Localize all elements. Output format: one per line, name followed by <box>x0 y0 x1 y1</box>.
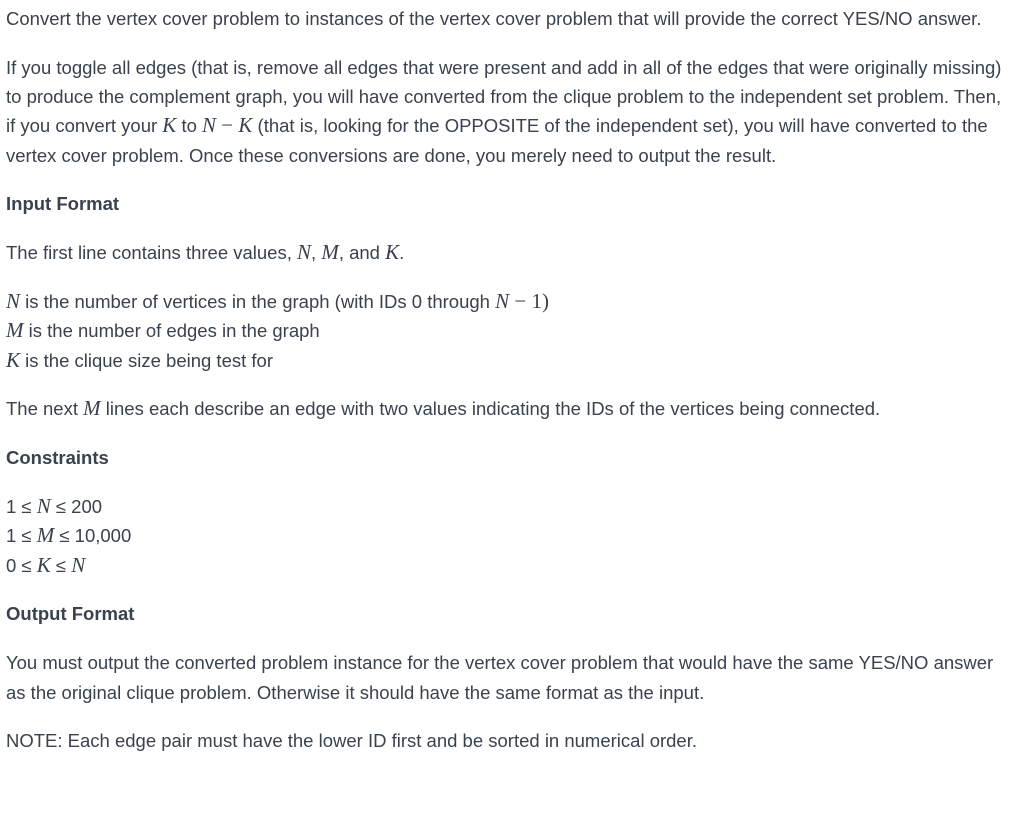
constraint-text: ≤ <box>50 554 72 576</box>
var-n: N <box>6 289 21 314</box>
constraint-n <box>6 492 1002 521</box>
constraints-heading: Constraints <box>6 447 109 469</box>
constraints-list <box>6 492 1002 580</box>
explanation-text: to <box>176 115 203 137</box>
var-k: K <box>162 113 177 138</box>
input-format-heading: Input Format <box>6 193 120 215</box>
m-description <box>6 316 1002 345</box>
var-m: M <box>36 523 55 548</box>
input-first-line <box>6 238 1002 267</box>
desc-text: is the number of vertices in the graph (with IDs 0 through <box>20 291 496 313</box>
var-n: N <box>297 240 312 265</box>
input-text: , <box>311 242 322 264</box>
constraint-text: ≤ 200 <box>50 496 103 518</box>
constraint-m <box>6 521 1002 550</box>
var-m: M <box>321 240 339 265</box>
intro-paragraph: Convert the vertex cover problem to instances of the vertex cover problem that will provide the correct YES/NO answer. <box>6 8 982 29</box>
input-text: The first line contains three values, <box>6 242 298 264</box>
k-description <box>6 346 1002 375</box>
var-k: K <box>36 552 51 577</box>
constraint-text: ≤ 10,000 <box>54 525 132 547</box>
var-k: K <box>385 240 400 265</box>
desc-text: − 1) <box>509 289 549 314</box>
var-n: N <box>202 113 217 138</box>
desc-text: is the number of edges in the graph <box>23 320 320 342</box>
constraint-text: 0 ≤ <box>6 554 37 576</box>
var-k: K <box>6 347 21 372</box>
minus-sign: − <box>216 113 239 138</box>
n-description <box>6 287 1002 316</box>
output-note: NOTE: Each edge pair must have the lower ID first and be sorted in numerical order. <box>6 730 697 752</box>
next-lines-description <box>6 394 1002 423</box>
var-n: N <box>495 289 510 314</box>
desc-text: lines each describe an edge with two values indicating the IDs of the vertices being connected. <box>100 398 881 420</box>
var-n: N <box>36 494 51 519</box>
var-n: N <box>71 552 86 577</box>
variable-descriptions <box>6 287 1002 375</box>
constraint-text: 1 ≤ <box>6 496 37 518</box>
desc-text: is the clique size being test for <box>20 349 273 371</box>
constraint-text: 1 ≤ <box>6 525 37 547</box>
output-format-text: You must output the converted problem instance for the vertex cover problem that would have the same YES/NO answer as the original clique problem. Otherwise it should have the same format as the input. <box>6 652 994 703</box>
var-m: M <box>83 396 101 421</box>
output-format-heading: Output Format <box>6 603 135 625</box>
var-k: K <box>238 113 253 138</box>
input-text: , and <box>338 242 386 264</box>
input-text: . <box>399 242 405 264</box>
explanation-text: (that is, looking for the OPPOSITE of the independent set), you will have converted to the vertex cover problem. Once these conversions are done, you merely need to output the result. <box>6 115 988 166</box>
desc-text: The next <box>6 398 84 420</box>
var-m: M <box>6 318 24 343</box>
explanation-text: If you toggle all edges (that is, remove all edges that were present and add in all of the edges that were originally missing) to produce the complement graph, you will have converted from the clique problem to the independent set problem. Then, if you convert your <box>6 56 1002 137</box>
constraint-k <box>6 551 1002 580</box>
explanation-paragraph <box>6 53 1002 170</box>
